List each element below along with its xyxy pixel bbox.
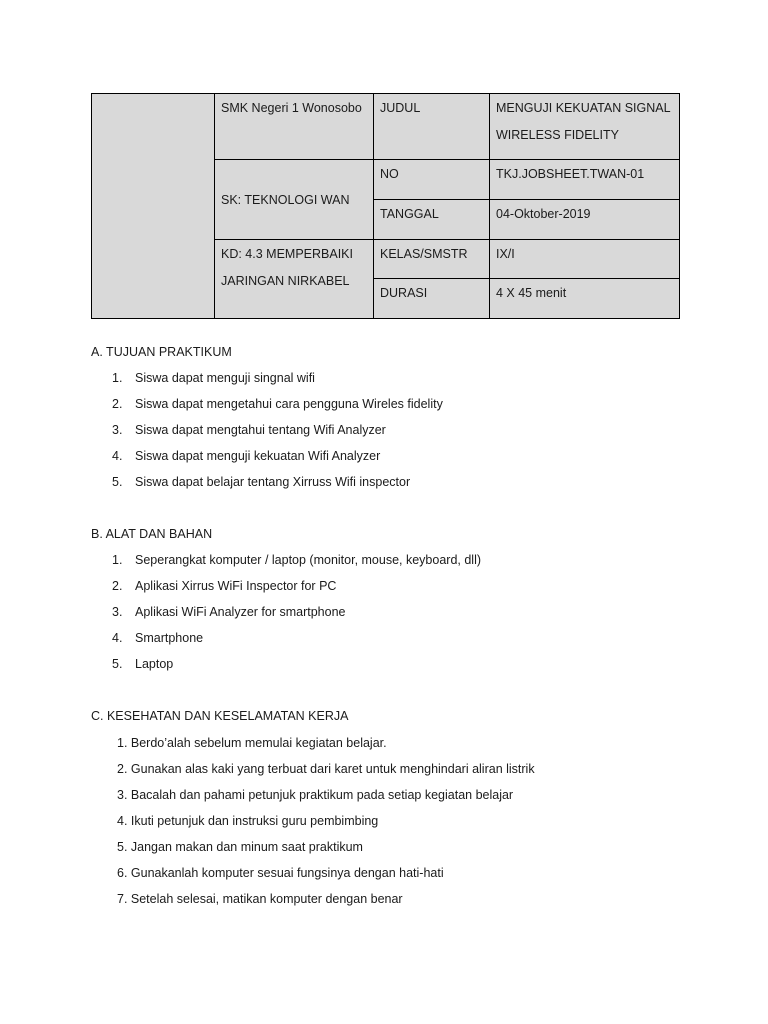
item-number: 2. — [112, 579, 123, 593]
judul-value-cell — [490, 94, 680, 160]
item-text: Aplikasi Xirrus WiFi Inspector for PC — [135, 579, 337, 593]
header-table — [91, 93, 680, 319]
kelas-value-cell — [490, 240, 680, 279]
item-number: 4. — [112, 631, 123, 645]
durasi-value: 4 X 45 menit — [496, 286, 567, 300]
list-item — [112, 553, 481, 579]
section-b-title: B. ALAT DAN BAHAN — [91, 527, 213, 541]
judul-label-cell — [374, 94, 490, 160]
durasi-value-cell — [490, 279, 680, 319]
item-number: 5. — [112, 475, 123, 489]
item-number: 1. — [112, 553, 123, 567]
no-label: NO — [380, 167, 399, 181]
list-item — [112, 397, 443, 423]
kd-cell — [215, 240, 374, 319]
judul-label: JUDUL — [380, 101, 421, 115]
list-item: 4. Ikuti petunjuk dan instruksi guru pembimbing — [117, 814, 379, 828]
kd-line2: JARINGAN NIRKABEL — [221, 274, 350, 288]
item-text: Aplikasi WiFi Analyzer for smartphone — [135, 605, 346, 619]
item-text: Siswa dapat mengtahui tentang Wifi Analyzer — [135, 423, 386, 437]
list-item: 3. Bacalah dan pahami petunjuk praktikum pada setiap kegiatan belajar — [117, 788, 514, 802]
list-item — [112, 605, 481, 631]
section-a-list — [112, 371, 443, 501]
sk-text: SK: TEKNOLOGI WAN — [221, 192, 350, 207]
judul-value-line2: WIRELESS FIDELITY — [496, 128, 619, 142]
item-text: Seperangkat komputer / laptop (monitor, mouse, keyboard, dll) — [135, 553, 482, 567]
item-number: 3. — [112, 423, 123, 437]
item-text: Smartphone — [135, 631, 204, 645]
tanggal-value: 04-Oktober-2019 — [496, 207, 591, 221]
durasi-label-cell — [374, 279, 490, 319]
list-item: 6. Gunakanlah komputer sesuai fungsinya dengan hati-hati — [117, 866, 444, 880]
section-a-title: A. TUJUAN PRAKTIKUM — [91, 345, 232, 359]
item-text: Siswa dapat menguji kekuatan Wifi Analyzer — [135, 449, 381, 463]
tanggal-label: TANGGAL — [380, 207, 439, 221]
list-item — [112, 657, 481, 683]
kelas-value: IX/I — [496, 247, 515, 261]
section-c-list — [117, 736, 535, 918]
no-value: TKJ.JOBSHEET.TWAN-01 — [496, 167, 645, 181]
tanggal-label-cell — [374, 200, 490, 240]
section-b-list — [112, 553, 481, 683]
logo-cell — [92, 94, 215, 319]
kelas-label: KELAS/SMSTR — [380, 247, 468, 261]
list-item — [112, 423, 443, 449]
no-label-cell — [374, 160, 490, 200]
kd-line1: KD: 4.3 MEMPERBAIKI — [221, 247, 353, 261]
list-item — [112, 449, 443, 475]
list-item: 2. Gunakan alas kaki yang terbuat dari karet untuk menghindari aliran listrik — [117, 762, 535, 776]
list-item — [112, 371, 443, 397]
school-name: SMK Negeri 1 Wonosobo — [221, 101, 362, 115]
list-item: 1. Berdo’alah sebelum memulai kegiatan belajar. — [117, 736, 387, 750]
sk-cell — [215, 160, 374, 240]
item-number: 4. — [112, 449, 123, 463]
no-value-cell — [490, 160, 680, 200]
item-text: Laptop — [135, 657, 174, 671]
item-number: 3. — [112, 605, 123, 619]
list-item: 5. Jangan makan dan minum saat praktikum — [117, 840, 363, 854]
list-item — [112, 475, 443, 501]
list-item — [112, 631, 481, 657]
list-item: 7. Setelah selesai, matikan komputer dengan benar — [117, 892, 403, 906]
item-number: 2. — [112, 397, 123, 411]
item-text: Siswa dapat mengetahui cara pengguna Wireles fidelity — [135, 397, 443, 411]
section-c-title: C. KESEHATAN DAN KESELAMATAN KERJA — [91, 709, 349, 723]
list-item — [112, 579, 481, 605]
school-cell — [215, 94, 374, 160]
item-number: 1. — [112, 371, 123, 385]
item-text: Siswa dapat belajar tentang Xirruss Wifi inspector — [135, 475, 411, 489]
item-text: Siswa dapat menguji singnal wifi — [135, 371, 315, 385]
judul-value-line1: MENGUJI KEKUATAN SIGNAL — [496, 101, 671, 115]
kelas-label-cell — [374, 240, 490, 279]
tanggal-value-cell — [490, 200, 680, 240]
durasi-label: DURASI — [380, 286, 428, 300]
item-number: 5. — [112, 657, 123, 671]
